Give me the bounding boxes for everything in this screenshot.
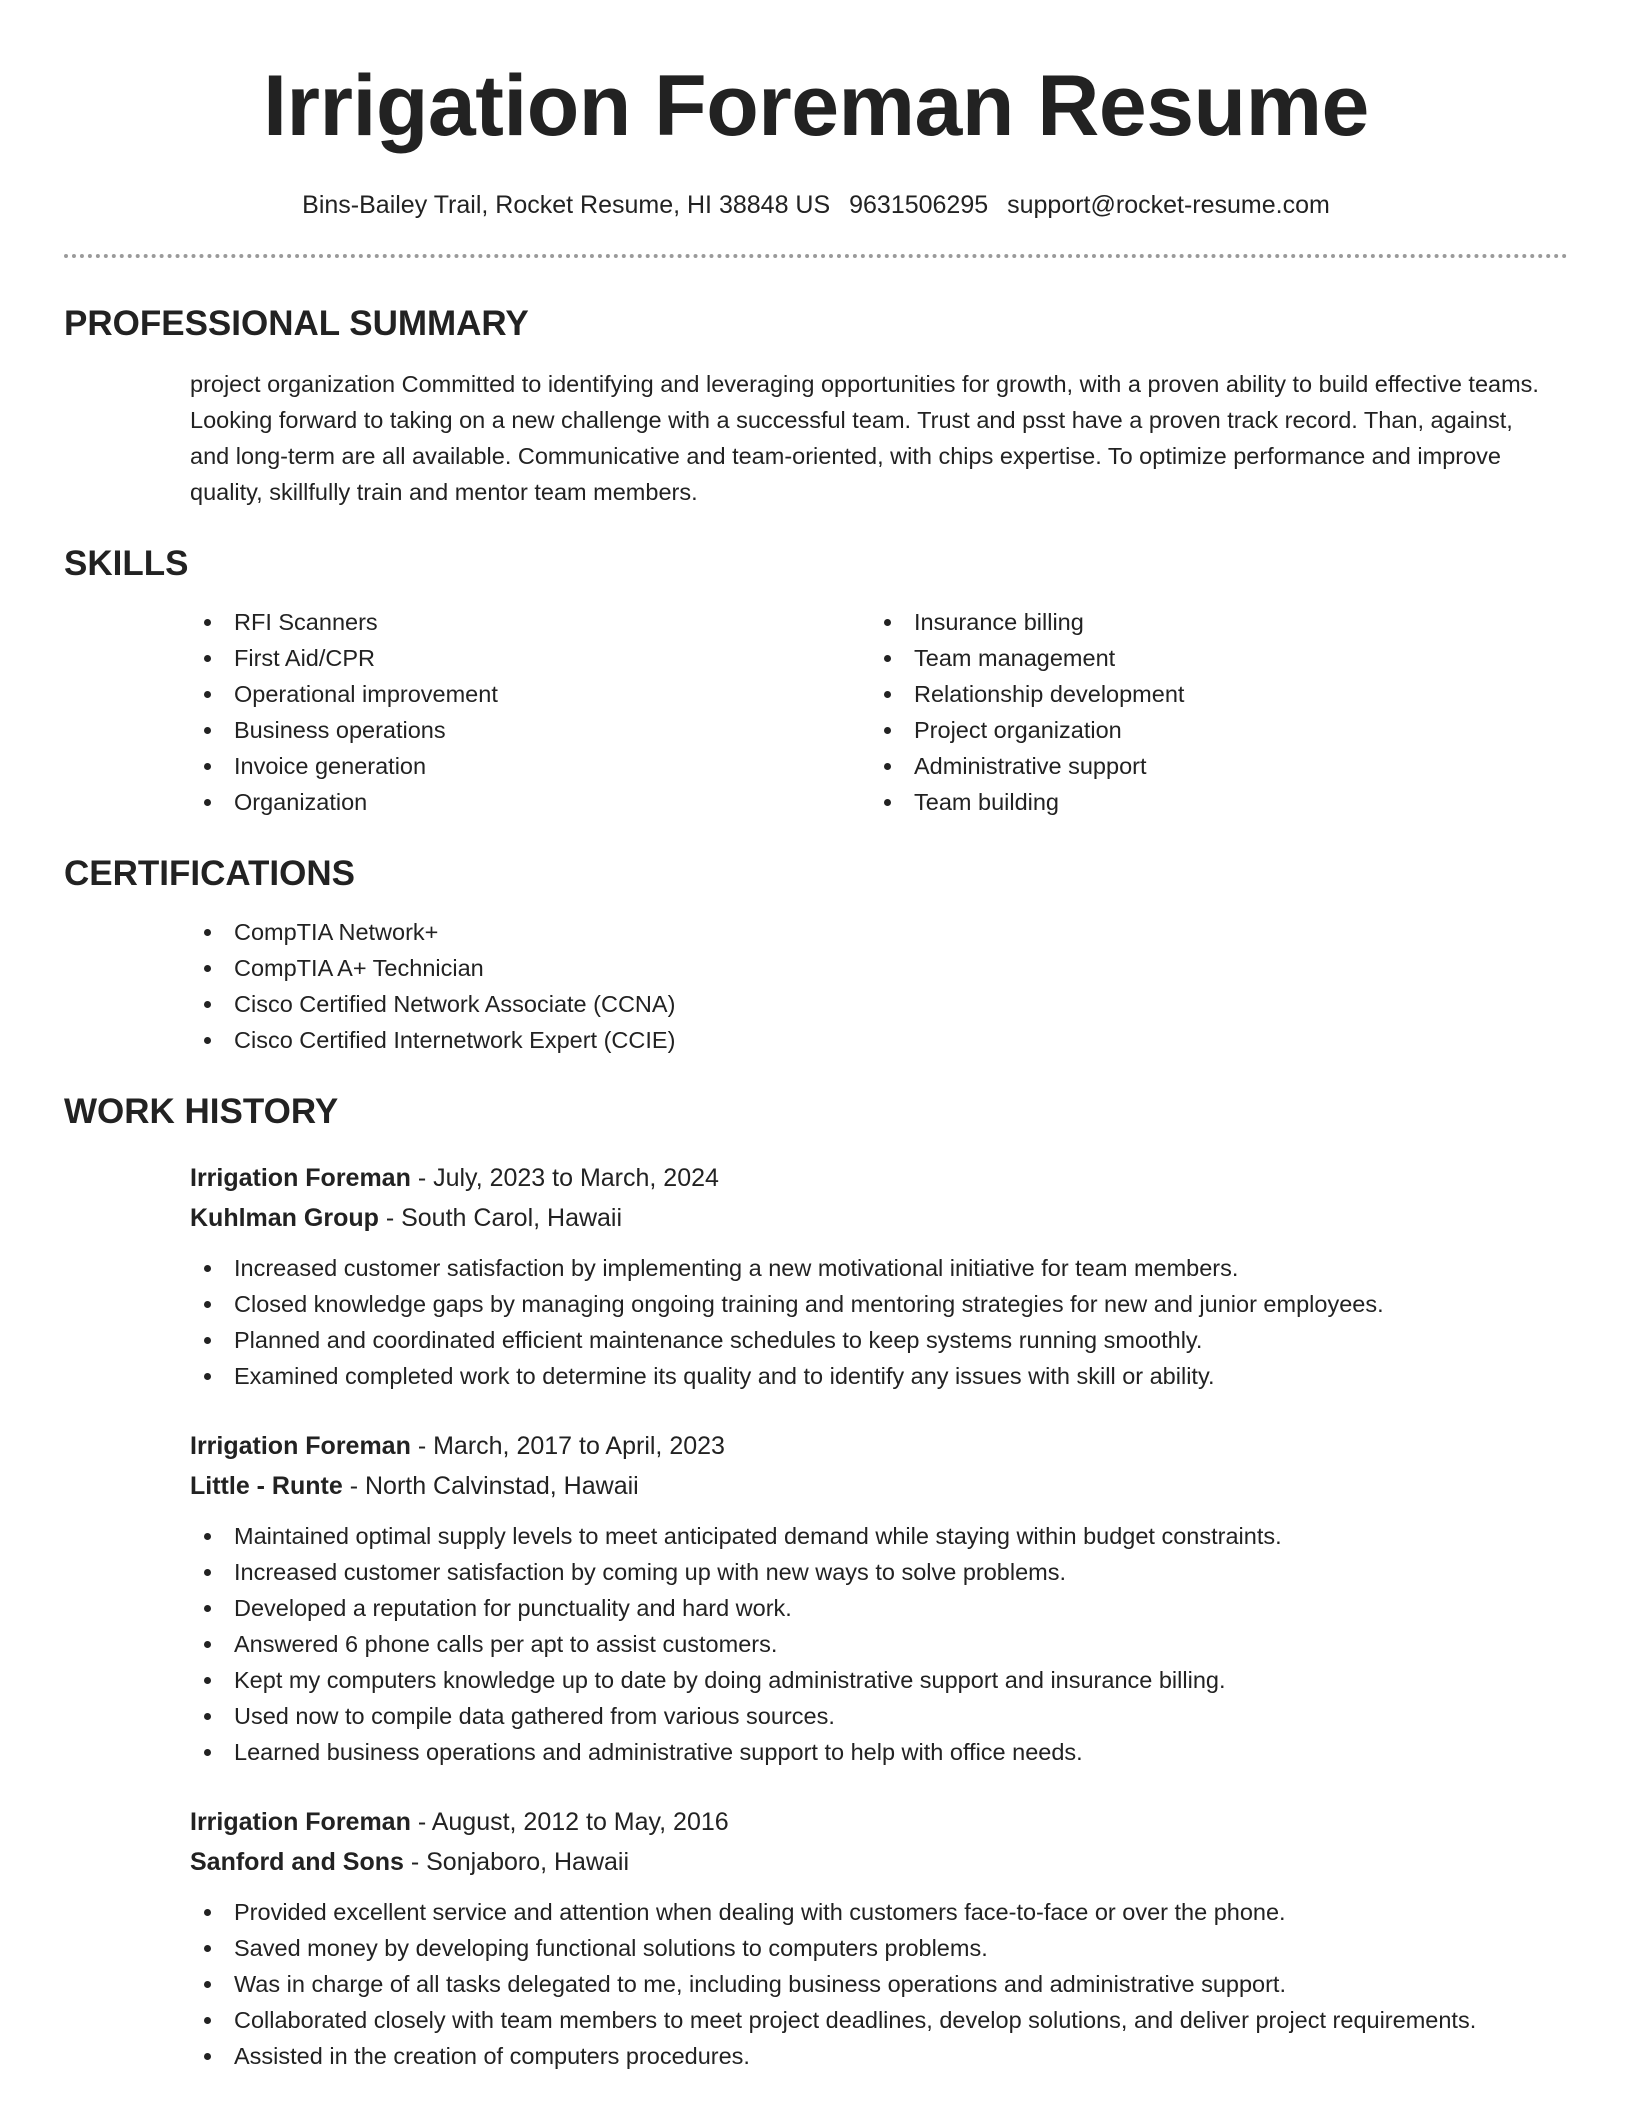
skills-column-left [190,604,870,820]
job-duty: Used now to compile data gathered from various sources. [190,1698,1568,1734]
job-title: Irrigation Foreman [190,1432,411,1460]
job-title-line [190,1158,1568,1198]
skills-list [64,604,1568,820]
job-duty: Increased customer satisfaction by implementing a new motivational initiative for team members. [190,1250,1568,1286]
job-duty: Maintained optimal supply levels to meet anticipated demand while staying within budget constraints. [190,1518,1568,1554]
job-duty: Answered 6 phone calls per apt to assist customers. [190,1626,1568,1662]
job-dates: - July, 2023 to March, 2024 [410,1164,719,1192]
certification-item: Cisco Certified Internetwork Expert (CCIE) [190,1022,1568,1058]
job-entry [190,1426,1568,1770]
job-title: Irrigation Foreman [190,1164,411,1192]
page-title: Irrigation Foreman Resume [263,58,1369,154]
certification-item: CompTIA Network+ [190,914,1568,950]
skill-item: Administrative support [870,748,1568,784]
job-duty: Planned and coordinated efficient maintenance schedules to keep systems running smoothly. [190,1322,1568,1358]
skill-item: Business operations [190,712,870,748]
job-location: - Sonjaboro, Hawaii [403,1848,630,1876]
job-company: Sanford and Sons [190,1848,404,1876]
certifications-list [64,914,1568,1058]
job-duty: Examined completed work to determine its quality and to identify any issues with skill or ability. [190,1358,1568,1394]
contact-address: Bins-Bailey Trail, Rocket Resume, HI 38848 US [302,191,831,219]
skills-heading: SKILLS [64,544,189,583]
job-location: - South Carol, Hawaii [378,1204,623,1232]
job-location: - North Calvinstad, Hawaii [342,1472,639,1500]
skill-item: RFI Scanners [190,604,870,640]
header-divider [64,254,1568,258]
contact-phone: 9631506295 [849,191,989,219]
job-dates: - March, 2017 to April, 2023 [410,1432,725,1460]
job-duty: Was in charge of all tasks delegated to me, including business operations and administrative support. [190,1966,1568,2002]
job-entry [190,1158,1568,1394]
work-history-list [64,1158,1568,2074]
job-duty: Developed a reputation for punctuality and hard work. [190,1590,1568,1626]
summary-heading: PROFESSIONAL SUMMARY [64,304,529,343]
summary-text: project organization Committed to identifying and leveraging opportunities for growth, with a proven ability to build effective teams. Looking forward to taking on a new challenge with a successful team. Trust and psst have a proven track record. Than, against, and long-term are all available. Communicative and team-oriented, with chips expertise. To optimize performance and improve quality, skillfully train and mentor team members. [190,371,1539,505]
skill-item: Organization [190,784,870,820]
job-duty: Assisted in the creation of computers procedures. [190,2038,1568,2074]
skills-column-right [870,604,1568,820]
job-dates: - August, 2012 to May, 2016 [410,1808,729,1836]
skill-item: Team building [870,784,1568,820]
job-title-line [190,1426,1568,1466]
skill-item: Operational improvement [190,676,870,712]
certification-item: CompTIA A+ Technician [190,950,1568,986]
job-duty: Kept my computers knowledge up to date by doing administrative support and insurance billing. [190,1662,1568,1698]
job-company-line [190,1198,1568,1238]
job-duty: Learned business operations and administrative support to help with office needs. [190,1734,1568,1770]
job-company: Kuhlman Group [190,1204,379,1232]
skill-item: Invoice generation [190,748,870,784]
job-company-line [190,1842,1568,1882]
skill-item: First Aid/CPR [190,640,870,676]
certification-item: Cisco Certified Network Associate (CCNA) [190,986,1568,1022]
skill-item: Team management [870,640,1568,676]
job-company-line [190,1466,1568,1506]
job-company: Little - Runte [190,1472,343,1500]
skill-item: Project organization [870,712,1568,748]
job-duty: Increased customer satisfaction by coming up with new ways to solve problems. [190,1554,1568,1590]
job-duty: Collaborated closely with team members to meet project deadlines, develop solutions, and deliver project requirements. [190,2002,1568,2038]
job-entry [190,1802,1568,2074]
job-title: Irrigation Foreman [190,1808,411,1836]
job-duty: Saved money by developing functional solutions to computers problems. [190,1930,1568,1966]
certifications-heading: CERTIFICATIONS [64,854,356,893]
job-duty: Closed knowledge gaps by managing ongoing training and mentoring strategies for new and junior employees. [190,1286,1568,1322]
skill-item: Insurance billing [870,604,1568,640]
job-duty: Provided excellent service and attention when dealing with customers face-to-face or over the phone. [190,1894,1568,1930]
job-duties [190,1894,1568,2074]
job-title-line [190,1802,1568,1842]
job-duties [190,1518,1568,1770]
skill-item: Relationship development [870,676,1568,712]
job-duties [190,1250,1568,1394]
work-history-heading: WORK HISTORY [64,1092,339,1131]
contact-line [64,188,1568,222]
contact-email: support@rocket-resume.com [1007,191,1330,219]
